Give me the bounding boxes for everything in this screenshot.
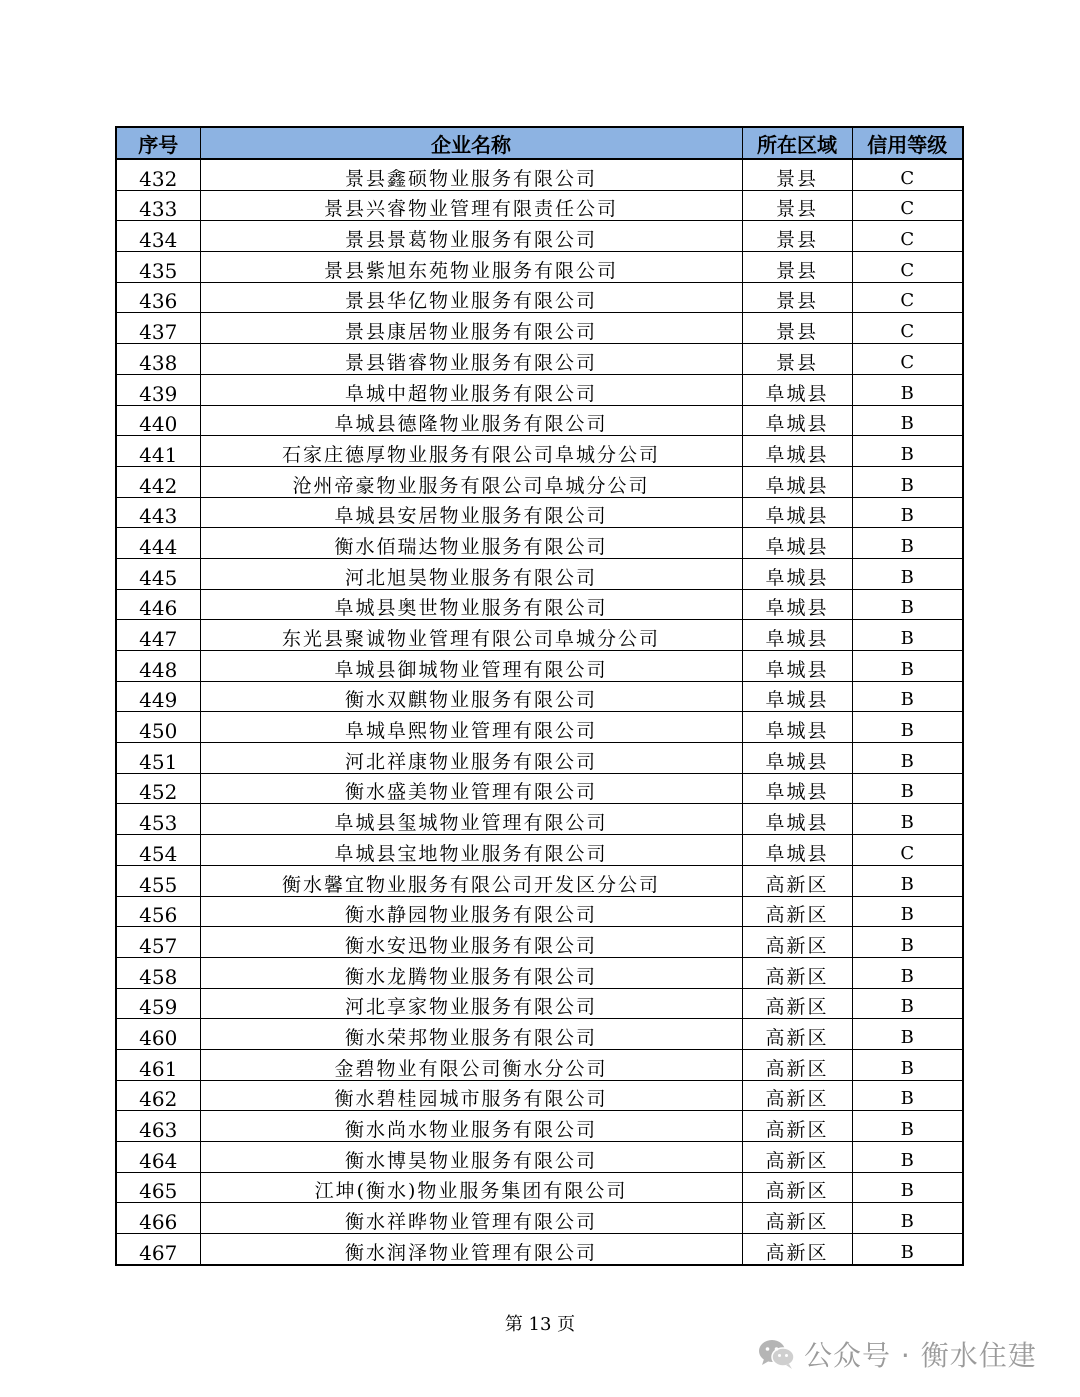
row-region: 景县	[742, 159, 852, 190]
row-region: 阜城县	[742, 528, 852, 559]
row-region: 景县	[742, 252, 852, 283]
table-row	[116, 712, 963, 743]
row-region: 阜城县	[742, 374, 852, 405]
table-row	[116, 313, 963, 344]
row-serial-number: 441	[116, 436, 200, 467]
row-credit-grade: B	[852, 466, 963, 497]
row-region: 阜城县	[742, 804, 852, 835]
row-region: 高新区	[742, 896, 852, 927]
row-company-name: 景县锴睿物业服务有限公司	[200, 344, 742, 375]
row-credit-grade: B	[852, 558, 963, 589]
row-serial-number: 467	[116, 1234, 200, 1265]
table-row	[116, 528, 963, 559]
row-region: 高新区	[742, 1172, 852, 1203]
row-company-name: 石家庄德厚物业服务有限公司阜城分公司	[200, 436, 742, 467]
row-serial-number: 461	[116, 1049, 200, 1080]
row-serial-number: 434	[116, 221, 200, 252]
row-region: 高新区	[742, 865, 852, 896]
row-company-name: 景县紫旭东苑物业服务有限公司	[200, 252, 742, 283]
table-row	[116, 252, 963, 283]
table-row	[116, 1080, 963, 1111]
row-credit-grade: B	[852, 804, 963, 835]
wechat-icon	[758, 1338, 796, 1370]
table-row	[116, 865, 963, 896]
row-serial-number: 459	[116, 988, 200, 1019]
row-serial-number: 466	[116, 1203, 200, 1234]
row-company-name: 衡水祥晔物业管理有限公司	[200, 1203, 742, 1234]
row-serial-number: 443	[116, 497, 200, 528]
row-company-name: 河北祥康物业服务有限公司	[200, 743, 742, 774]
row-company-name: 阜城阜熙物业管理有限公司	[200, 712, 742, 743]
row-region: 高新区	[742, 1049, 852, 1080]
table-row	[116, 620, 963, 651]
row-serial-number: 433	[116, 190, 200, 221]
row-credit-grade: B	[852, 712, 963, 743]
row-region: 高新区	[742, 1080, 852, 1111]
row-credit-grade: B	[852, 773, 963, 804]
table-header-row	[116, 127, 963, 159]
row-region: 高新区	[742, 1142, 852, 1173]
table-row	[116, 497, 963, 528]
row-serial-number: 438	[116, 344, 200, 375]
row-serial-number: 465	[116, 1172, 200, 1203]
row-region: 阜城县	[742, 773, 852, 804]
row-credit-grade: B	[852, 374, 963, 405]
row-credit-grade: B	[852, 497, 963, 528]
row-company-name: 金碧物业有限公司衡水分公司	[200, 1049, 742, 1080]
row-credit-grade: B	[852, 1080, 963, 1111]
row-credit-grade: B	[852, 1234, 963, 1265]
row-company-name: 衡水静园物业服务有限公司	[200, 896, 742, 927]
row-company-name: 衡水安迅物业服务有限公司	[200, 927, 742, 958]
table-row	[116, 159, 963, 190]
row-serial-number: 463	[116, 1111, 200, 1142]
table-row	[116, 405, 963, 436]
row-company-name: 阜城中超物业服务有限公司	[200, 374, 742, 405]
table-row	[116, 344, 963, 375]
table-row	[116, 589, 963, 620]
row-credit-grade: C	[852, 282, 963, 313]
row-credit-grade: B	[852, 436, 963, 467]
table-row	[116, 466, 963, 497]
table-row	[116, 681, 963, 712]
row-serial-number: 440	[116, 405, 200, 436]
row-credit-grade: B	[852, 865, 963, 896]
row-credit-grade: B	[852, 1203, 963, 1234]
row-company-name: 阜城县玺城物业管理有限公司	[200, 804, 742, 835]
table-row	[116, 835, 963, 866]
row-serial-number: 453	[116, 804, 200, 835]
row-company-name: 江坤(衡水)物业服务集团有限公司	[200, 1172, 742, 1203]
row-credit-grade: B	[852, 528, 963, 559]
row-company-name: 阜城县御城物业管理有限公司	[200, 651, 742, 682]
row-company-name: 衡水盛美物业管理有限公司	[200, 773, 742, 804]
row-serial-number: 436	[116, 282, 200, 313]
row-serial-number: 435	[116, 252, 200, 283]
row-region: 高新区	[742, 1203, 852, 1234]
row-company-name: 衡水双麒物业服务有限公司	[200, 681, 742, 712]
row-serial-number: 450	[116, 712, 200, 743]
credit-rating-table	[115, 126, 964, 1266]
row-region: 阜城县	[742, 681, 852, 712]
row-serial-number: 442	[116, 466, 200, 497]
row-region: 高新区	[742, 1019, 852, 1050]
page-number: 第 13 页	[504, 1314, 576, 1335]
row-region: 高新区	[742, 927, 852, 958]
row-serial-number: 458	[116, 957, 200, 988]
row-credit-grade: C	[852, 313, 963, 344]
row-region: 阜城县	[742, 743, 852, 774]
row-company-name: 衡水佰瑞达物业服务有限公司	[200, 528, 742, 559]
table-row	[116, 558, 963, 589]
row-serial-number: 460	[116, 1019, 200, 1050]
table-row	[116, 927, 963, 958]
row-credit-grade: B	[852, 589, 963, 620]
row-serial-number: 449	[116, 681, 200, 712]
row-serial-number: 439	[116, 374, 200, 405]
row-region: 阜城县	[742, 405, 852, 436]
table-body	[116, 159, 963, 1265]
table-row	[116, 773, 963, 804]
row-credit-grade: C	[852, 221, 963, 252]
row-credit-grade: C	[852, 344, 963, 375]
row-company-name: 衡水馨宜物业服务有限公司开发区分公司	[200, 865, 742, 896]
table-row	[116, 1172, 963, 1203]
row-company-name: 衡水龙腾物业服务有限公司	[200, 957, 742, 988]
row-region: 景县	[742, 221, 852, 252]
table-row	[116, 436, 963, 467]
row-company-name: 景县兴睿物业管理有限责任公司	[200, 190, 742, 221]
row-credit-grade: B	[852, 896, 963, 927]
table-row	[116, 1049, 963, 1080]
row-credit-grade: B	[852, 1142, 963, 1173]
header-credit-grade: 信用等级	[852, 127, 963, 159]
table-row	[116, 221, 963, 252]
row-credit-grade: B	[852, 620, 963, 651]
table-row	[116, 1019, 963, 1050]
row-credit-grade: B	[852, 957, 963, 988]
row-credit-grade: B	[852, 927, 963, 958]
table-row	[116, 282, 963, 313]
row-company-name: 阜城县奥世物业服务有限公司	[200, 589, 742, 620]
row-region: 高新区	[742, 957, 852, 988]
row-serial-number: 448	[116, 651, 200, 682]
row-credit-grade: B	[852, 1111, 963, 1142]
row-serial-number: 451	[116, 743, 200, 774]
row-serial-number: 444	[116, 528, 200, 559]
row-serial-number: 445	[116, 558, 200, 589]
row-region: 阜城县	[742, 620, 852, 651]
row-serial-number: 432	[116, 159, 200, 190]
table-row	[116, 804, 963, 835]
table-row	[116, 896, 963, 927]
row-region: 阜城县	[742, 466, 852, 497]
row-region: 景县	[742, 190, 852, 221]
table-row	[116, 1111, 963, 1142]
table-row	[116, 651, 963, 682]
row-region: 景县	[742, 344, 852, 375]
row-serial-number: 452	[116, 773, 200, 804]
row-region: 景县	[742, 282, 852, 313]
row-serial-number: 462	[116, 1080, 200, 1111]
row-company-name: 衡水润泽物业管理有限公司	[200, 1234, 742, 1265]
row-company-name: 阜城县安居物业服务有限公司	[200, 497, 742, 528]
row-company-name: 景县华亿物业服务有限公司	[200, 282, 742, 313]
row-region: 阜城县	[742, 712, 852, 743]
table-row	[116, 957, 963, 988]
header-company-name: 企业名称	[200, 127, 742, 159]
table-row	[116, 1203, 963, 1234]
row-region: 高新区	[742, 1111, 852, 1142]
row-region: 高新区	[742, 988, 852, 1019]
row-credit-grade: B	[852, 743, 963, 774]
row-company-name: 衡水博昊物业服务有限公司	[200, 1142, 742, 1173]
row-region: 高新区	[742, 1234, 852, 1265]
table-row	[116, 1234, 963, 1265]
row-serial-number: 447	[116, 620, 200, 651]
watermark-text: 公众号 · 衡水住建	[804, 1339, 1037, 1372]
table-row	[116, 190, 963, 221]
row-region: 阜城县	[742, 835, 852, 866]
table-row	[116, 988, 963, 1019]
row-credit-grade: C	[852, 159, 963, 190]
row-region: 阜城县	[742, 589, 852, 620]
row-credit-grade: C	[852, 835, 963, 866]
row-company-name: 景县鑫硕物业服务有限公司	[200, 159, 742, 190]
row-region: 阜城县	[742, 651, 852, 682]
row-company-name: 景县景葛物业服务有限公司	[200, 221, 742, 252]
row-credit-grade: B	[852, 651, 963, 682]
table-row	[116, 1142, 963, 1173]
row-credit-grade: B	[852, 1172, 963, 1203]
row-credit-grade: B	[852, 1049, 963, 1080]
row-serial-number: 437	[116, 313, 200, 344]
table-row	[116, 743, 963, 774]
row-region: 阜城县	[742, 497, 852, 528]
row-company-name: 阜城县宝地物业服务有限公司	[200, 835, 742, 866]
row-serial-number: 456	[116, 896, 200, 927]
watermark	[758, 1334, 1037, 1374]
header-serial-number: 序号	[116, 127, 200, 159]
row-credit-grade: B	[852, 1019, 963, 1050]
header-region: 所在区域	[742, 127, 852, 159]
row-company-name: 河北旭昊物业服务有限公司	[200, 558, 742, 589]
row-company-name: 衡水尚水物业服务有限公司	[200, 1111, 742, 1142]
row-company-name: 景县康居物业服务有限公司	[200, 313, 742, 344]
row-company-name: 沧州帝豪物业服务有限公司阜城分公司	[200, 466, 742, 497]
row-serial-number: 457	[116, 927, 200, 958]
row-company-name: 衡水荣邦物业服务有限公司	[200, 1019, 742, 1050]
row-credit-grade: B	[852, 405, 963, 436]
row-credit-grade: B	[852, 988, 963, 1019]
row-region: 景县	[742, 313, 852, 344]
row-company-name: 河北享家物业服务有限公司	[200, 988, 742, 1019]
row-serial-number: 455	[116, 865, 200, 896]
row-serial-number: 446	[116, 589, 200, 620]
row-company-name: 阜城县德隆物业服务有限公司	[200, 405, 742, 436]
row-serial-number: 454	[116, 835, 200, 866]
row-credit-grade: C	[852, 190, 963, 221]
table-row	[116, 374, 963, 405]
row-region: 阜城县	[742, 558, 852, 589]
row-credit-grade: C	[852, 252, 963, 283]
row-region: 阜城县	[742, 436, 852, 467]
row-credit-grade: B	[852, 681, 963, 712]
row-company-name: 衡水碧桂园城市服务有限公司	[200, 1080, 742, 1111]
row-serial-number: 464	[116, 1142, 200, 1173]
row-company-name: 东光县聚诚物业管理有限公司阜城分公司	[200, 620, 742, 651]
